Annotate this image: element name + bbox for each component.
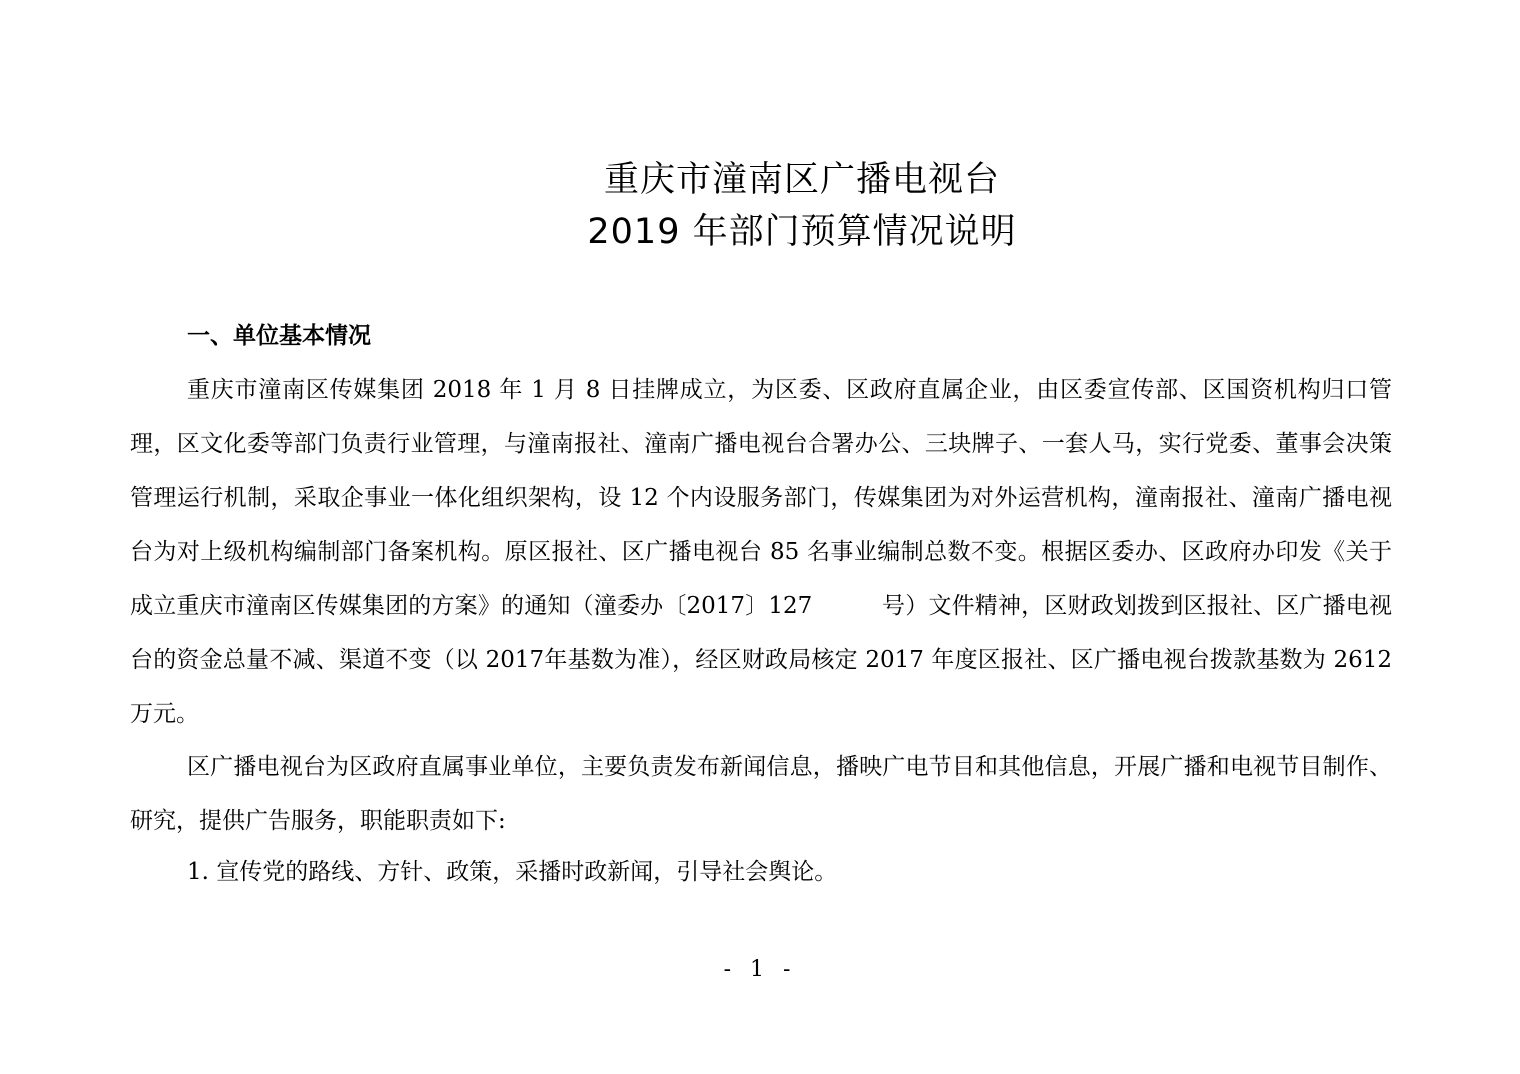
list-item: 1. 宣传党的路线、方针、政策，采播时政新闻，引导社会舆论。 [187, 859, 838, 885]
page-number: - 1 - [723, 957, 797, 982]
document-subtitle: 2019 年部门预算情况说明 [587, 212, 1017, 252]
paragraph-basic-info: 重庆市潼南区传媒集团 2018 年 1 月 8 日挂牌成立，为区委、区政府直属企业，由区委宣传部、区国资机构归口管理，区文化委等部门负责行业管理，与潼南报社、潼南广播电视台合署办公、三块牌子、一套人马，实行党委、董事会决策管理运行机制，采取企事业一体化组织架构，设 12 个内设服务部门，传媒集团为对外运营机构，潼南报社、潼南广播电视台为对上级机构编制部门备案机构。原区报社、区广播电视台 85 名事业编制总数不变。根据区委办、区政府办印发《关于成立重庆市潼南区传媒集团的方案》的通知（潼委办〔2017〕127 号）文件精神，区财政划拨到区报社、区广播电视台的资金总量不减、渠道不变（以 2017年基数为准），经区财政局核定 2017 年度区报社、区广播电视台拨款基数为 2612 万元。 [130, 377, 1393, 727]
paragraph-responsibilities: 区广播电视台为区政府直属事业单位，主要负责发布新闻信息，播映广电节目和其他信息，开展广播和电视节目制作、研究，提供广告服务，职能职责如下: [130, 754, 1392, 834]
section-heading: 一、单位基本情况 [187, 323, 371, 349]
document-title: 重庆市潼南区广播电视台 [603, 160, 1000, 200]
